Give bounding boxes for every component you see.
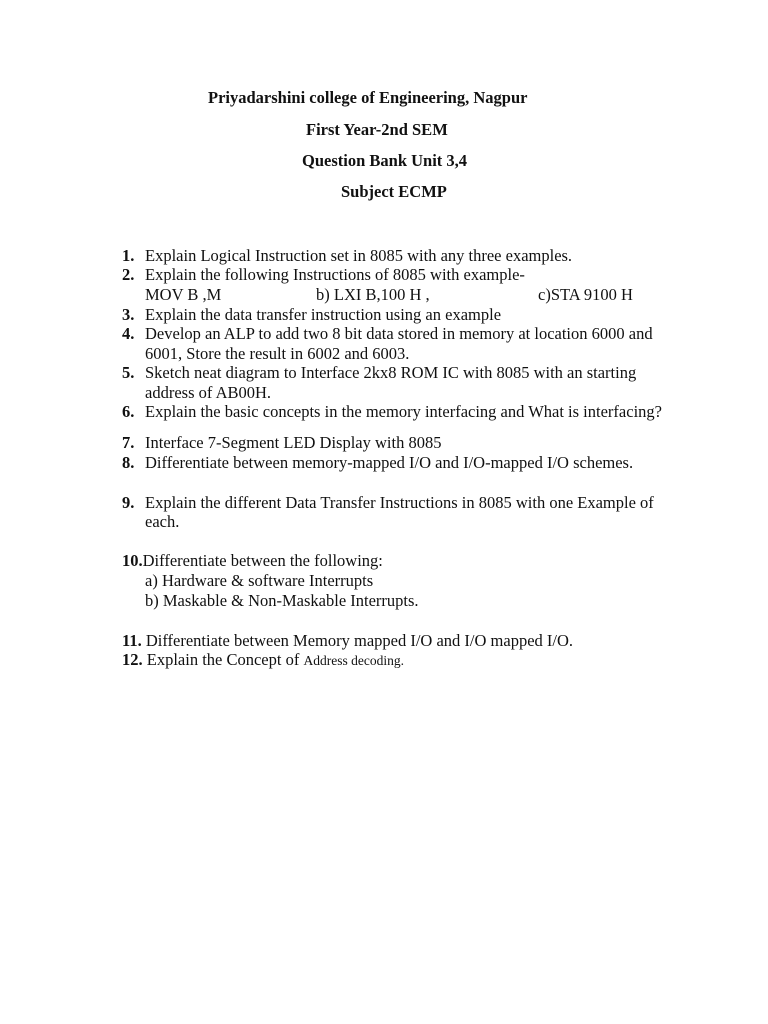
year-semester: First Year-2nd SEM: [306, 120, 448, 139]
question-text: Explain Logical Instruction set in 8085 with any three examples.: [145, 246, 573, 265]
question-2-option-a: MOV B ,M: [145, 285, 222, 304]
question-2-option-c: c)STA 9100 H: [538, 285, 633, 304]
question-3: [122, 305, 501, 324]
question-bank-title: Question Bank Unit 3,4: [302, 151, 468, 170]
question-11: [122, 631, 573, 650]
question-7: [122, 433, 441, 452]
question-10-sub-a: a) Hardware & software Interrupts: [145, 571, 374, 590]
question-text: Differentiate between memory-mapped I/O and I/O-mapped I/O schemes.: [145, 453, 634, 472]
college-name: Priyadarshini college of Engineering, Nagpur: [208, 88, 528, 107]
question-number: 1.: [122, 246, 135, 265]
question-10-sub-b: b) Maskable & Non-Maskable Interrupts.: [145, 591, 419, 610]
question-text: Explain the basic concepts in the memory interfacing and What is interfacing?: [145, 402, 662, 421]
question-number: 6.: [122, 402, 135, 421]
question-text: Interface 7-Segment LED Display with 8085: [145, 433, 442, 452]
question-text: Sketch neat diagram to Interface 2kx8 ROM IC with 8085 with an starting: [145, 363, 637, 382]
question-8: [122, 453, 633, 472]
question-2: [122, 265, 525, 284]
question-2-option-b: b) LXI B,100 H ,: [316, 285, 430, 304]
question-5-continuation: address of AB00H.: [145, 383, 272, 402]
question-10: [122, 551, 383, 570]
question-number: 2.: [122, 265, 135, 284]
question-number: 3.: [122, 305, 135, 324]
question-number: 4.: [122, 324, 135, 343]
question-5: [122, 363, 636, 382]
question-text-small: Address decoding.: [303, 653, 404, 668]
question-1: [122, 246, 572, 265]
question-number: 12.: [122, 650, 143, 669]
question-text: Explain the following Instructions of 8085 with example-: [145, 265, 525, 284]
question-text: Explain the different Data Transfer Instructions in 8085 with one Example of: [145, 493, 654, 512]
question-text: Explain the Concept of: [146, 650, 304, 669]
question-number: 11.: [122, 631, 142, 650]
question-9: [122, 493, 654, 512]
question-4-continuation: 6001, Store the result in 6002 and 6003.: [145, 344, 410, 363]
question-9-continuation: each.: [145, 512, 180, 531]
question-text: Differentiate between Memory mapped I/O and I/O mapped I/O.: [145, 631, 574, 650]
question-number: 8.: [122, 453, 135, 472]
question-text: Differentiate between the following:: [142, 551, 383, 570]
question-number: 10.: [122, 551, 143, 570]
question-text: Explain the data transfer instruction using an example: [145, 305, 502, 324]
question-number: 5.: [122, 363, 135, 382]
question-text: Develop an ALP to add two 8 bit data stored in memory at location 6000 and: [145, 324, 653, 343]
question-12: [122, 650, 404, 670]
subject-title: Subject ECMP: [341, 182, 447, 201]
question-6: [122, 402, 662, 421]
question-number: 9.: [122, 493, 135, 512]
question-number: 7.: [122, 433, 135, 452]
question-4: [122, 324, 653, 343]
